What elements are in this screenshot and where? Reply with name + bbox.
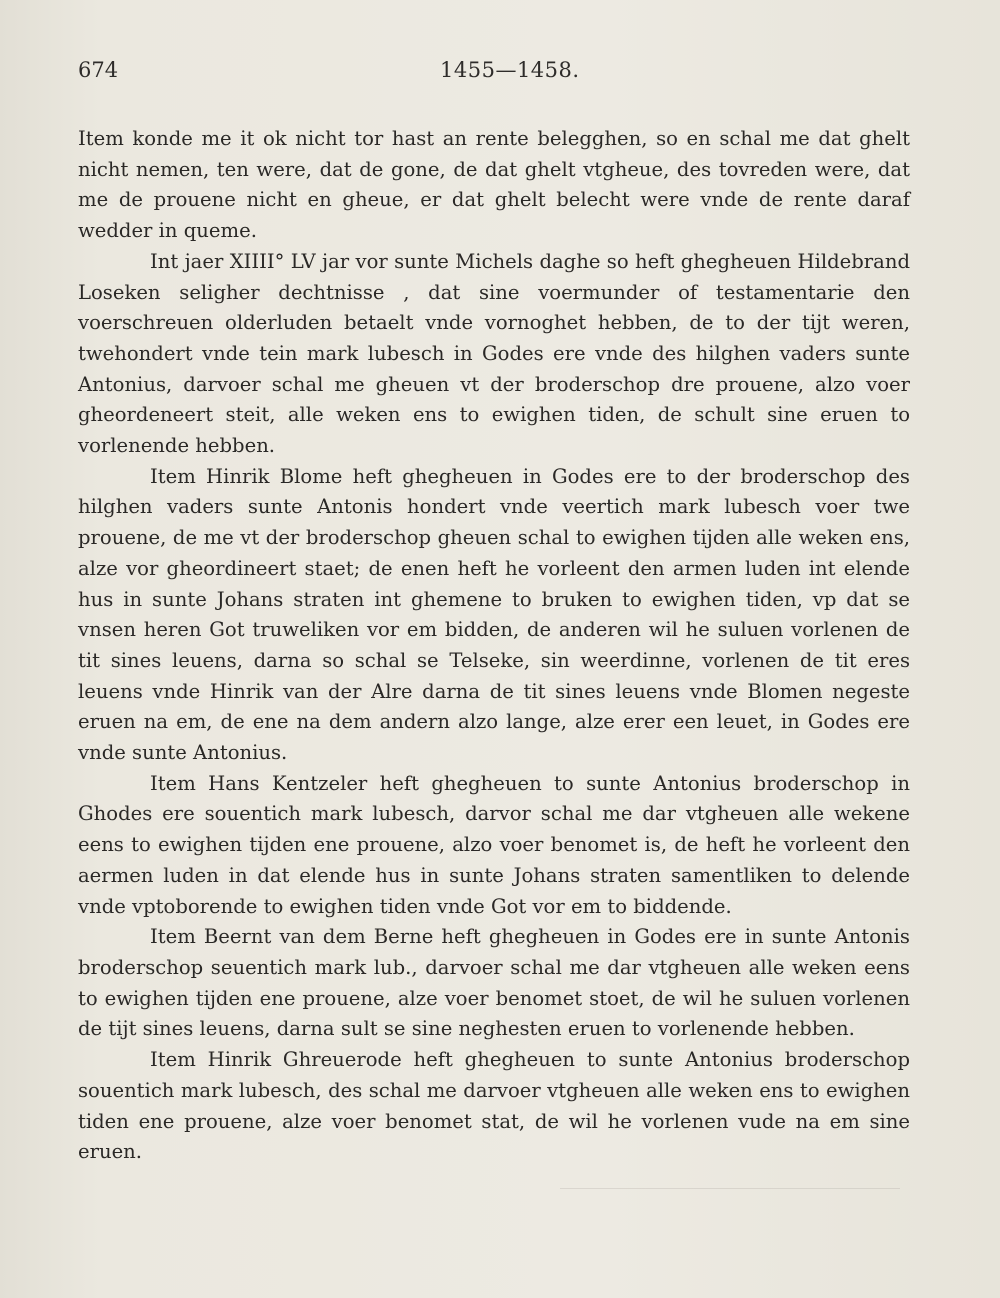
body-text (78, 124, 910, 1168)
paragraph-5: Item Beernt van dem Berne heft ghegheuen in Godes ere in sunte Antonis broderschop seuentich mark lub., darvoer schal me dar vtgheuen alle weken eens to ewighen tijden ene prouene, alze voer benomet stoet, de wil he suluen vorlenen de tijt sines leuens, darna sult se sine neghesten eruen to vorlenende hebben. (78, 925, 910, 1041)
paragraph-6: Item Hinrik Ghreuerode heft ghegheuen to sunte Antonius broderschop souentich mark lubesch, des schal me darvoer vtgheuen alle weken ens to ewighen tiden ene prouene, alze voer benomet stat, de wil he vorlenen vude na em sine eruen. (78, 1048, 910, 1164)
running-head: 1455—1458. (440, 58, 580, 82)
paragraph-3: Item Hinrik Blome heft ghegheuen in Godes ere to der broderschop des hilghen vaders sunte Antonis hondert vnde veertich mark lubesch voer twe prouene, de me vt der broderschop gheuen schal to ewighen tijden alle weken ens, alze vor gheordineert staet; de enen heft he vorleent den armen luden int elende hus in sunte Johans straten int ghemene to bruken to ewighen tiden, vp dat se vnsen heren Got truweliken vor em bidden, de anderen wil he suluen vorlenen de tit sines leuens, darna so schal se Telseke, sin weerdinne, vorlenen de tit eres leuens vnde Hinrik van der Alre darna de tit sines leuens vnde Blomen negeste eruen na em, de ene na dem andern alzo lange, alze erer een leuet, in Godes ere vnde sunte Antonius. (78, 464, 910, 765)
page-number: 674 (78, 58, 119, 82)
page-header (78, 58, 910, 90)
bleed-through-rule (560, 1188, 900, 1189)
paragraph-1: Item konde me it ok nicht tor hast an rente belegghen, so en schal me dat ghelt nicht nemen, ten were, dat de gone, de dat ghelt vtgheue, des tovreden were, dat me de prouene nicht en gheue, er dat ghelt belecht were vnde de rente daraf wedder in queme. (78, 127, 910, 243)
paragraph-2: Int jaer XIIII° LV jar vor sunte Michels daghe so heft ghegheuen Hildebrand Loseken seligher dechtnisse , dat sine voermunder of testamentarie den voerschreuen olderluden betaelt vnde vornoghet hebben, de to der tijt weren, twehondert vnde tein mark lubesch in Godes ere vnde des hilghen vaders sunte Antonius, darvoer schal me gheuen vt der broderschop dre prouene, alzo voer gheordeneert steit, alle weken ens to ewighen tiden, de schult sine eruen to vorlenende hebben. (78, 249, 910, 458)
paragraph-4: Item Hans Kentzeler heft ghegheuen to sunte Antonius broderschop in Ghodes ere souentich mark lubesch, darvor schal me dar vtgheuen alle wekene eens to ewighen tijden ene prouene, alzo voer benomet is, de heft he vorleent den aermen luden in dat elende hus in sunte Johans straten samentliken to delende vnde vptoborende to ewighen tiden vnde Got vor em to biddende. (78, 771, 910, 918)
